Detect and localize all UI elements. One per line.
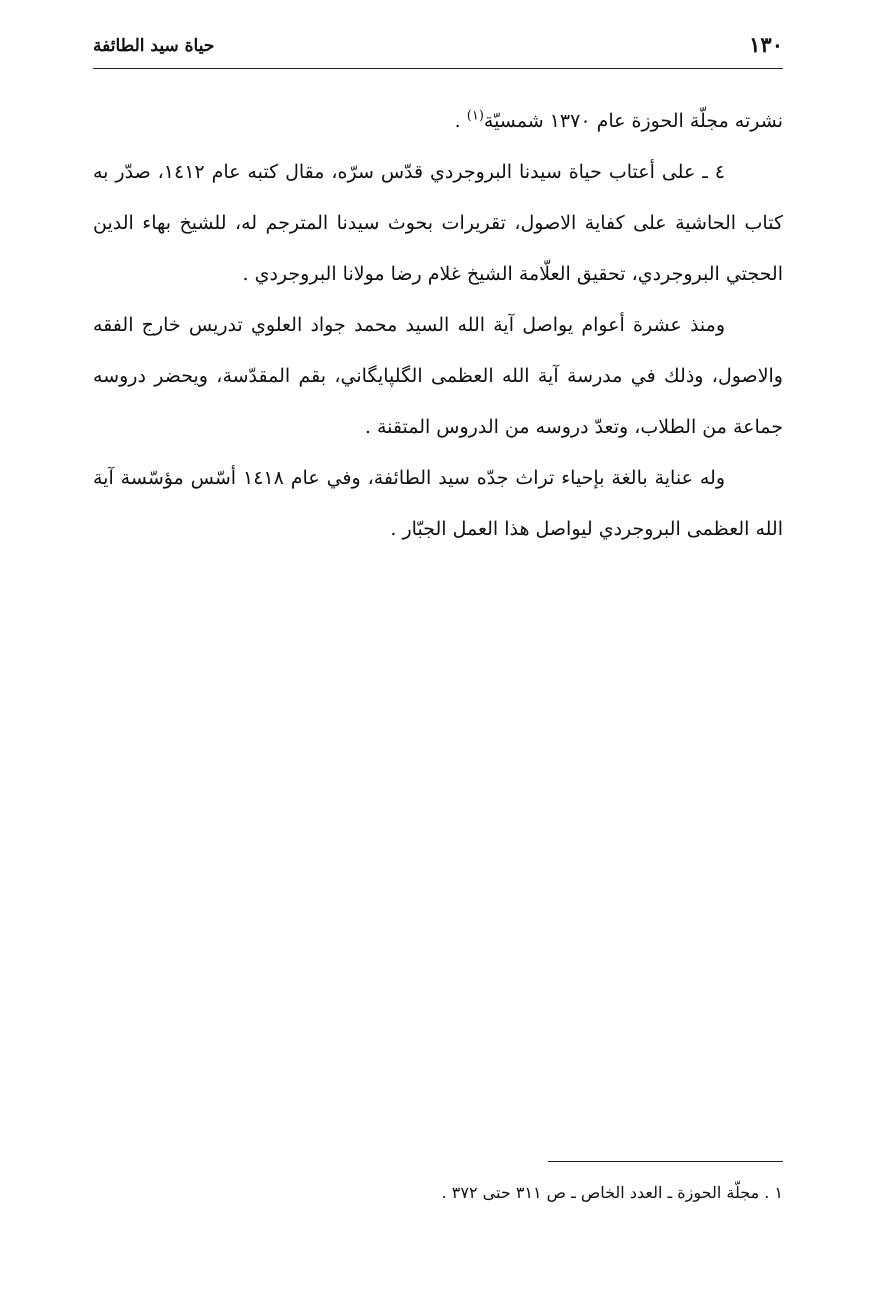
footnote-rule [548, 1161, 783, 1162]
footnote-reference[interactable]: (١) [466, 108, 484, 124]
paragraph-1 [93, 96, 783, 147]
page-header [93, 30, 783, 66]
paragraph-2: ٤ ـ على أعتاب حياة سيدنا البروجردي قدّس سرّه، مقال كتبه عام ١٤١٢، صدّر به كتاب الحاشية على كفاية الاصول، تقريرات بحوث سيدنا المترجم له، للشيخ بهاء الدين الحجتي البروجردي، تحقيق العلّامة الشيخ غلام رضا مولانا البروجردي . [93, 161, 783, 285]
body-text [93, 96, 783, 555]
paragraph-1-end: . [454, 110, 467, 132]
footnote-1: ١ . مجلّة الحوزة ـ العدد الخاص ـ ص ٣١١ حتى ٣٧٢ . [441, 1183, 783, 1202]
paragraph-3: ومنذ عشرة أعوام يواصل آية الله السيد محمد جواد العلوي تدريس خارج الفقه والاصول، وذلك في مدرسة آية الله العظمى الگلپايگاني، بقم المقدّسة، ويحضر دروسه جماعة من الطلاب، وتعدّ دروسه من الدروس المتقنة . [93, 314, 783, 438]
page-number: ١٣٠ [749, 32, 783, 57]
footnotes [93, 1178, 783, 1208]
paragraph-4: وله عناية بالغة بإحياء تراث جدّه سيد الطائفة، وفي عام ١٤١٨ أسّس مؤسّسة آية الله العظمى البروجردي ليواصل هذا العمل الجبّار . [93, 467, 783, 540]
paragraph-1-text: نشرته مجلّة الحوزة عام ١٣٧٠ شمسيّة [483, 110, 783, 132]
running-title: حياة سيد الطائفة [93, 36, 215, 56]
header-rule [93, 68, 783, 69]
